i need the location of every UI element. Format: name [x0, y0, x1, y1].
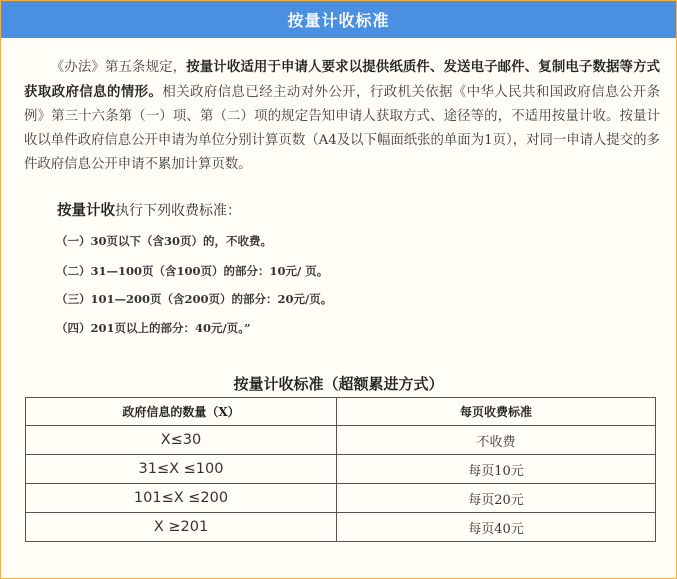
rule-item: （四）201页以上的部分：40元/页。”: [56, 321, 251, 335]
intro-text-2: 相关政府信息已经主动对外公开，行政机关依据《中华人民共和国政府信息公开条例》第三十六条第（一）项、第（二）项的规定告知申请人获取方式、途径等的，不适用按量计收。按量计收以单件政府信息公开申请为单位分别计算页数（A4及以下幅面纸张的单面为1页），对同一申请人提交的多件政府信息公开申请不累加计算页数。: [24, 85, 660, 172]
fee-table: [25, 397, 656, 542]
rule-item: （二）31—100页（含100页）的部分：10元/ 页。: [56, 264, 329, 278]
quantity-cell: X≤30: [26, 426, 337, 455]
table-row: [26, 426, 656, 455]
table-row: [26, 484, 656, 513]
quantity-cell: 101≤X ≤200: [26, 484, 337, 513]
quantity-cell: X ≥201: [26, 513, 337, 542]
fee-cell: 不收费: [337, 426, 656, 455]
table-title: 按量计收标准（超额累进方式）: [233, 375, 444, 393]
rule-item: （一）30页以下（含30页）的，不收费。: [56, 234, 273, 248]
page-title: 按量计收标准: [1, 1, 676, 38]
fee-cell: 每页10元: [337, 455, 656, 484]
intro-paragraph: [24, 55, 660, 177]
table-header-row: [26, 398, 656, 426]
rule-item: （三）101—200页（含200页）的部分：20元/页。: [56, 292, 333, 306]
column-header-fee: 每页收费标准: [337, 398, 656, 426]
fee-cell: 每页40元: [337, 513, 656, 542]
table-row: [26, 455, 656, 484]
rules-heading: [57, 199, 241, 220]
quantity-cell: 31≤X ≤100: [26, 455, 337, 484]
intro-text-1: 《办法》第五条规定，: [50, 60, 187, 75]
column-header-quantity: 政府信息的数量（X）: [26, 398, 337, 426]
rules-heading-bold: 按量计收: [57, 202, 115, 219]
table-row: [26, 513, 656, 542]
intro-bold-text: 按量计收适用于申请人要求以提供纸质件、发送电子邮件、复制电子数据等方式获取政府信息的情形。: [24, 59, 661, 100]
fee-cell: 每页20元: [337, 484, 656, 513]
rules-heading-rest: 执行下列收费标准：: [115, 203, 241, 219]
